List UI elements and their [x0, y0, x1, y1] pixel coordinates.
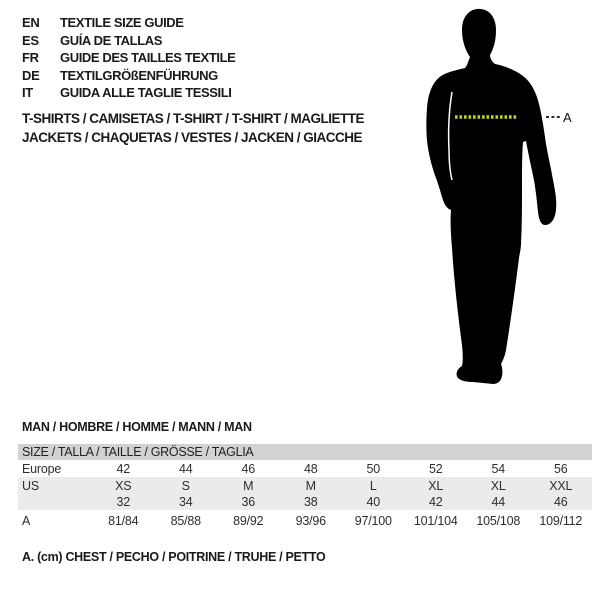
table-cell: S [181, 478, 190, 493]
row-label: A [22, 513, 31, 528]
table-cell: 46 [241, 461, 255, 476]
language-row [22, 32, 235, 50]
table-cell: 46 [553, 495, 568, 509]
table-cell: XL [490, 478, 506, 493]
table-cell: 42 [116, 461, 130, 476]
language-label: GUÍA DE TALLAS [60, 32, 163, 48]
table-cell: 101/104 [413, 513, 458, 528]
language-row [22, 14, 235, 32]
language-label: TEXTILE SIZE GUIDE [60, 15, 184, 31]
table-row-europe [18, 460, 592, 477]
table-row-us-numeric [18, 494, 592, 510]
language-list [22, 14, 235, 102]
language-label: TEXTILGRÖßENFÜHRUNG [60, 67, 218, 83]
table-cell: M [243, 478, 254, 493]
category-line-tshirts: T-SHIRTS / CAMISETAS / T-SHIRT / T-SHIRT / MAGLIETTE [22, 111, 365, 126]
table-cell: 93/96 [295, 513, 326, 528]
measure-label-a: A [563, 110, 572, 125]
language-code: DE [22, 67, 40, 83]
table-cell: 56 [553, 461, 568, 476]
row-label: US [22, 478, 39, 493]
table-cell: M [305, 478, 316, 493]
language-code: ES [22, 32, 39, 48]
language-label: GUIDE DES TAILLES TEXTILE [60, 50, 236, 66]
table-cell: 44 [491, 495, 505, 509]
table-cell: 36 [241, 495, 255, 509]
table-row-chest-a [18, 510, 592, 531]
table-cell: 85/88 [170, 513, 201, 528]
table-cell: 81/84 [108, 513, 139, 528]
table-cell: 52 [428, 461, 443, 476]
language-label: GUIDA ALLE TAGLIE TESSILI [60, 85, 232, 101]
language-code: FR [22, 50, 39, 66]
language-code: IT [22, 85, 33, 101]
table-cell: 40 [366, 495, 380, 509]
table-cell: 38 [303, 495, 318, 509]
man-silhouette-svg [405, 0, 585, 400]
table-cell: 42 [428, 495, 443, 509]
table-row-us [18, 477, 592, 494]
table-cell: 97/100 [354, 513, 392, 528]
table-cell: 50 [366, 461, 380, 476]
table-cell: 105/108 [476, 513, 521, 528]
language-row [22, 84, 235, 102]
section-title-man: MAN / HOMBRE / HOMME / MANN / MAN [22, 420, 252, 434]
table-cell: 54 [491, 461, 505, 476]
table-cell: 32 [116, 495, 130, 509]
language-code: EN [22, 15, 40, 31]
table-cell: 44 [178, 461, 193, 476]
size-table-header: SIZE / TALLA / TAILLE / GRÖSSE / TAGLIA [18, 444, 592, 460]
table-cell: 34 [178, 495, 193, 509]
table-cell: XS [115, 478, 132, 493]
table-cell: 48 [303, 461, 318, 476]
table-cell: 109/112 [539, 513, 583, 528]
category-line-jackets: JACKETS / CHAQUETAS / VESTES / JACKEN / GIACCHE [22, 129, 363, 145]
footnote-chest: A. (cm) CHEST / PECHO / POITRINE / TRUHE / PETTO [22, 550, 326, 564]
table-cell: XL [428, 478, 444, 493]
man-silhouette [426, 9, 556, 384]
table-cell: L [369, 478, 377, 493]
language-row [22, 67, 235, 85]
table-cell: XXL [549, 478, 573, 493]
man-figure [405, 0, 585, 400]
category-titles [22, 110, 364, 147]
size-table [18, 444, 592, 531]
row-label: Europe [22, 461, 62, 476]
language-row [22, 49, 235, 67]
table-cell: 89/92 [233, 513, 264, 528]
